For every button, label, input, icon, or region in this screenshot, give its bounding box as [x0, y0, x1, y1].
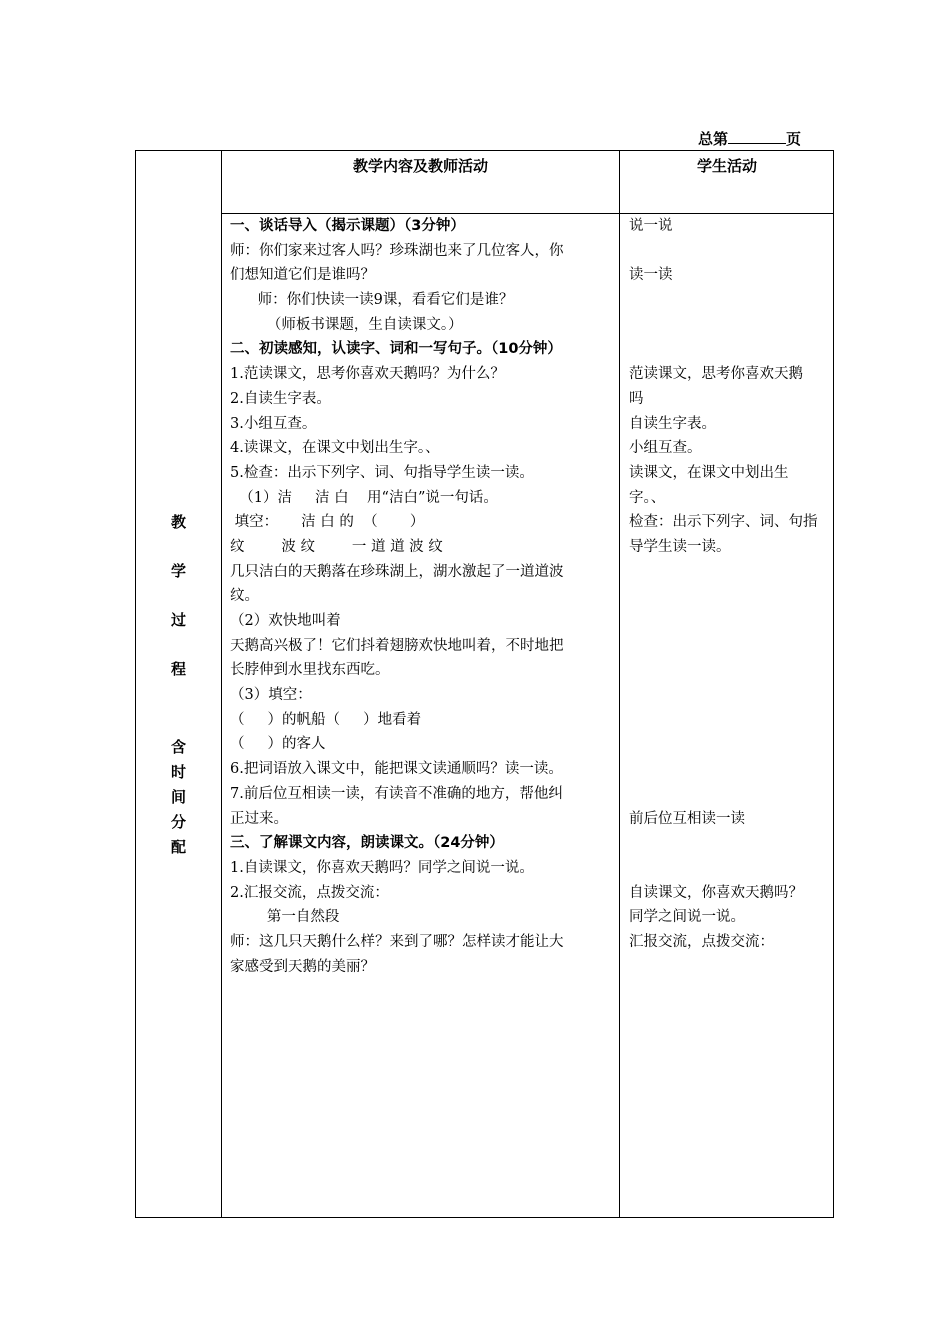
teacher-line: （ ）的帆船（ ）地看着	[230, 711, 422, 728]
student-activity-content	[629, 214, 829, 955]
teacher-line: 5.检查：出示下列字、词、句指导学生读一读。	[230, 464, 534, 481]
teacher-line: 正过来。	[230, 810, 288, 827]
teacher-line: （ ）的客人	[230, 736, 326, 753]
student-line	[629, 560, 829, 585]
teacher-line: 们想知道它们是谁吗？	[230, 267, 375, 284]
teacher-line: 1.范读课文，思考你喜欢天鹅吗？为什么？	[230, 366, 505, 383]
student-line	[629, 584, 829, 609]
side-label-time-char: 间	[170, 788, 186, 806]
side-label-process-char: 程	[170, 660, 186, 678]
teacher-line: 师：这几只天鹅什么样？来到了哪？怎样读才能让大	[230, 933, 564, 950]
section-heading: 二、初读感知，认读字、词和一写句子。（10分钟）	[230, 341, 562, 358]
student-line: 读一读	[629, 267, 673, 284]
student-column-header: 学生活动	[696, 157, 757, 175]
student-line: 字。、	[629, 489, 666, 506]
student-line: 同学之间说一说。	[629, 909, 745, 926]
teacher-line: 纹 波 纹 一 道 道 波 纹	[230, 538, 443, 555]
side-label-time-char: 配	[170, 838, 186, 856]
student-line: 检查：出示下列字、词、句指	[629, 514, 818, 531]
teacher-activity-content	[230, 214, 618, 979]
teacher-line: 第一自然段	[230, 909, 340, 926]
student-line: 汇报交流，点拨交流：	[629, 933, 774, 950]
page-prefix: 总第	[698, 130, 729, 148]
teacher-line: 天鹅高兴极了！它们抖着翅膀欢快地叫着，不时地把	[230, 637, 564, 654]
student-line	[629, 658, 829, 683]
student-line: 说一说	[629, 218, 673, 234]
teacher-line: 4.读课文，在课文中划出生字。、	[230, 440, 440, 457]
student-line	[629, 313, 829, 338]
section-heading: 三、了解课文内容，朗读课文。（24分钟）	[230, 835, 504, 852]
teacher-line: 填空： 洁 白 的 （ ）	[230, 514, 425, 531]
side-label-time	[136, 736, 221, 861]
teacher-line: （1）洁 洁 白 用“洁白”说一句话。	[230, 489, 498, 506]
student-line: 吗	[629, 390, 644, 407]
teacher-column-header: 教学内容及教师活动	[352, 157, 488, 175]
side-label-time-char: 时	[170, 763, 186, 781]
student-line: 前后位互相读一读	[629, 810, 745, 827]
student-line: 自读课文，你喜欢天鹅吗？	[629, 884, 803, 901]
student-line	[629, 683, 829, 708]
student-line	[629, 239, 829, 264]
student-line: 自读生字表。	[629, 415, 716, 432]
lesson-table	[135, 150, 834, 1218]
student-line	[629, 609, 829, 634]
student-line	[629, 757, 829, 782]
page-number-blank	[728, 130, 786, 144]
side-label-time-char: 分	[170, 813, 186, 831]
student-line	[629, 831, 829, 856]
student-line: 读课文，在课文中划出生	[629, 464, 789, 481]
teacher-line: 几只洁白的天鹅落在珍珠湖上，湖水激起了一道道波	[230, 563, 564, 580]
column-divider-right	[619, 151, 620, 1217]
student-line: 导学生读一读。	[629, 538, 731, 555]
side-label-process-char: 学	[170, 562, 186, 580]
teacher-line: （2）欢快地叫着	[230, 613, 341, 629]
student-line: 范读课文，思考你喜欢天鹅	[629, 366, 803, 383]
student-line: 小组互查。	[629, 440, 702, 457]
teacher-line: （师板书课题，生自读课文。）	[230, 316, 463, 333]
page-number-line	[698, 128, 801, 149]
student-line	[629, 782, 829, 807]
teacher-line: 1.自读课文，你喜欢天鹅吗？同学之间说一说。	[230, 859, 534, 876]
column-divider-left	[221, 151, 222, 1217]
side-label-process-char: 过	[170, 611, 186, 629]
teacher-line: 6.把词语放入课文中，能把课文读通顺吗？读一读。	[230, 761, 563, 778]
side-label-time-char: 含	[170, 738, 186, 756]
student-line	[629, 856, 829, 881]
student-line	[629, 732, 829, 757]
student-line	[629, 708, 829, 733]
student-line	[629, 634, 829, 659]
student-line	[629, 288, 829, 313]
teacher-line: 家感受到天鹅的美丽？	[230, 958, 375, 975]
side-label-process	[136, 511, 221, 707]
teacher-line: 7.前后位互相读一读，有读音不准确的地方，帮他纠	[230, 785, 563, 802]
teacher-line: 师：你们快读一读9课，看看它们是谁？	[230, 292, 514, 309]
teacher-line: 2.自读生字表。	[230, 390, 331, 407]
side-label-process-char: 教	[170, 513, 186, 531]
student-line	[629, 337, 829, 362]
teacher-line: 纹。	[230, 588, 259, 605]
section-heading: 一、谈话导入（揭示课题）（3分钟）	[230, 218, 465, 234]
teacher-line: 长脖伸到水里找东西吃。	[230, 662, 390, 679]
teacher-line: 2.汇报交流，点拨交流：	[230, 884, 389, 901]
page-suffix: 页	[786, 130, 802, 148]
teacher-line: （3）填空：	[230, 687, 312, 704]
teacher-line: 师：你们家来过客人吗？珍珠湖也来了几位客人，你	[230, 242, 564, 259]
teacher-line: 3.小组互查。	[230, 415, 317, 432]
